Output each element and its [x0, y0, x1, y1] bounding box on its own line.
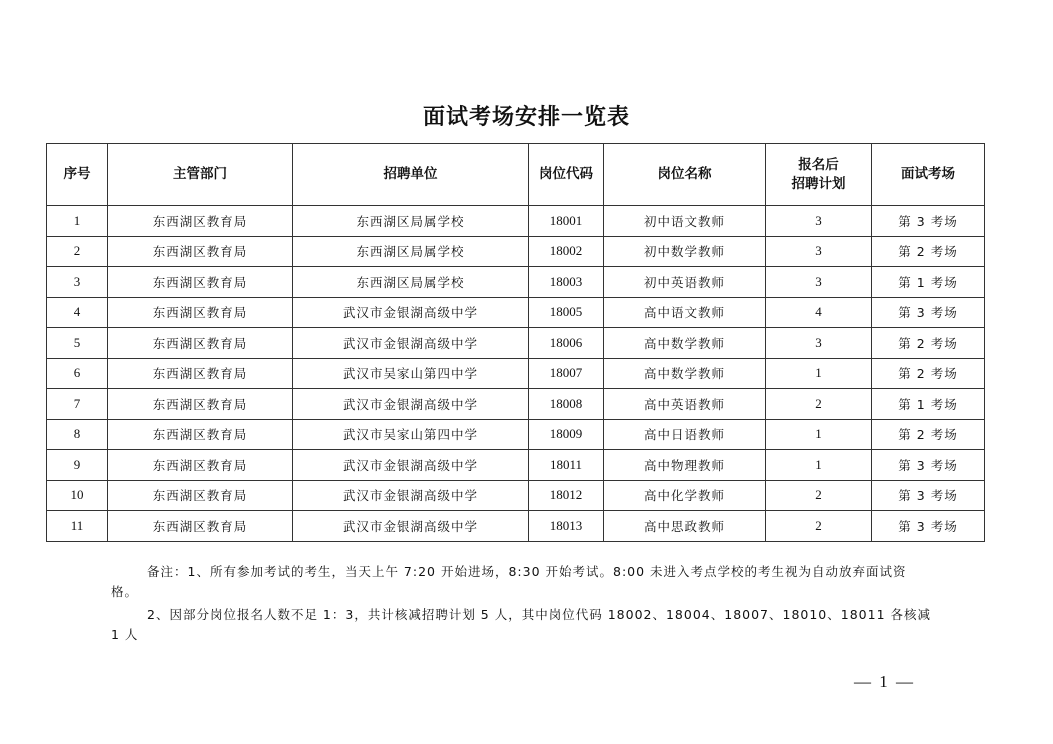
cell-room: 第 3 考场	[872, 511, 985, 542]
table-row	[47, 419, 985, 450]
table-body	[47, 206, 985, 542]
header-plan	[766, 144, 872, 206]
cell-code: 18005	[529, 297, 604, 328]
table-header-row	[47, 144, 985, 206]
cell-plan: 4	[766, 297, 872, 328]
cell-index: 9	[47, 450, 108, 481]
cell-code: 18001	[529, 206, 604, 237]
table-row	[47, 267, 985, 298]
cell-index: 10	[47, 480, 108, 511]
cell-plan: 3	[766, 267, 872, 298]
cell-code: 18009	[529, 419, 604, 450]
header-index: 序号	[47, 144, 108, 206]
header-room: 面试考场	[872, 144, 985, 206]
header-plan-line2: 招聘计划	[791, 175, 846, 192]
cell-position: 高中思政教师	[604, 511, 766, 542]
cell-department: 东西湖区教育局	[108, 358, 293, 389]
table-row	[47, 358, 985, 389]
cell-code: 18008	[529, 389, 604, 420]
cell-code: 18013	[529, 511, 604, 542]
cell-unit: 武汉市金银湖高级中学	[293, 389, 529, 420]
cell-department: 东西湖区教育局	[108, 419, 293, 450]
cell-plan: 2	[766, 511, 872, 542]
cell-department: 东西湖区教育局	[108, 267, 293, 298]
cell-room: 第 1 考场	[872, 389, 985, 420]
cell-unit: 武汉市吴家山第四中学	[293, 419, 529, 450]
cell-plan: 2	[766, 389, 872, 420]
cell-room: 第 2 考场	[872, 419, 985, 450]
cell-position: 初中英语教师	[604, 267, 766, 298]
header-code: 岗位代码	[529, 144, 604, 206]
cell-position: 高中英语教师	[604, 389, 766, 420]
cell-index: 4	[47, 297, 108, 328]
cell-plan: 3	[766, 328, 872, 359]
cell-unit: 东西湖区局属学校	[293, 206, 529, 237]
cell-index: 11	[47, 511, 108, 542]
cell-index: 1	[47, 206, 108, 237]
cell-department: 东西湖区教育局	[108, 328, 293, 359]
cell-index: 6	[47, 358, 108, 389]
cell-code: 18006	[529, 328, 604, 359]
cell-code: 18011	[529, 450, 604, 481]
note-1: 备注：1、所有参加考试的考生，当天上午 7:20 开始进场，8:30 开始考试。8:00 未进入考点学校的考生视为自动放弃面试资格。	[111, 564, 907, 599]
cell-unit: 东西湖区局属学校	[293, 267, 529, 298]
note-2: 2、因部分岗位报名人数不足 1：3，共计核减招聘计划 5 人，其中岗位代码 18002、18004、18007、18010、18011 各核减 1 人	[111, 607, 932, 642]
header-unit: 招聘单位	[293, 144, 529, 206]
cell-index: 2	[47, 236, 108, 267]
cell-index: 7	[47, 389, 108, 420]
cell-position: 高中数学教师	[604, 358, 766, 389]
header-department: 主管部门	[108, 144, 293, 206]
cell-unit: 武汉市金银湖高级中学	[293, 328, 529, 359]
table-row	[47, 206, 985, 237]
cell-code: 18012	[529, 480, 604, 511]
schedule-table	[46, 143, 985, 542]
cell-index: 5	[47, 328, 108, 359]
cell-plan: 1	[766, 358, 872, 389]
cell-plan: 1	[766, 419, 872, 450]
cell-department: 东西湖区教育局	[108, 511, 293, 542]
table-row	[47, 511, 985, 542]
cell-code: 18002	[529, 236, 604, 267]
cell-room: 第 3 考场	[872, 297, 985, 328]
cell-department: 东西湖区教育局	[108, 297, 293, 328]
cell-room: 第 3 考场	[872, 480, 985, 511]
cell-plan: 3	[766, 236, 872, 267]
table-row	[47, 450, 985, 481]
table-row	[47, 297, 985, 328]
notes	[111, 562, 931, 648]
cell-unit: 东西湖区局属学校	[293, 236, 529, 267]
cell-plan: 3	[766, 206, 872, 237]
cell-department: 东西湖区教育局	[108, 236, 293, 267]
cell-position: 高中数学教师	[604, 328, 766, 359]
cell-index: 3	[47, 267, 108, 298]
cell-position: 初中数学教师	[604, 236, 766, 267]
cell-room: 第 2 考场	[872, 328, 985, 359]
header-position: 岗位名称	[604, 144, 766, 206]
header-plan-line1: 报名后	[798, 156, 839, 173]
cell-plan: 2	[766, 480, 872, 511]
cell-department: 东西湖区教育局	[108, 206, 293, 237]
cell-room: 第 3 考场	[872, 450, 985, 481]
cell-code: 18007	[529, 358, 604, 389]
cell-department: 东西湖区教育局	[108, 389, 293, 420]
cell-position: 高中物理教师	[604, 450, 766, 481]
table-row	[47, 480, 985, 511]
page-title: 面试考场安排一览表	[422, 104, 630, 130]
cell-room: 第 2 考场	[872, 236, 985, 267]
table-row	[47, 389, 985, 420]
cell-code: 18003	[529, 267, 604, 298]
cell-unit: 武汉市金银湖高级中学	[293, 450, 529, 481]
cell-position: 高中语文教师	[604, 297, 766, 328]
cell-position: 初中语文教师	[604, 206, 766, 237]
cell-department: 东西湖区教育局	[108, 480, 293, 511]
page-number: — 1 —	[854, 672, 915, 691]
cell-position: 高中化学教师	[604, 480, 766, 511]
cell-unit: 武汉市吴家山第四中学	[293, 358, 529, 389]
cell-index: 8	[47, 419, 108, 450]
cell-position: 高中日语教师	[604, 419, 766, 450]
table-row	[47, 236, 985, 267]
cell-unit: 武汉市金银湖高级中学	[293, 511, 529, 542]
cell-department: 东西湖区教育局	[108, 450, 293, 481]
cell-unit: 武汉市金银湖高级中学	[293, 297, 529, 328]
cell-unit: 武汉市金银湖高级中学	[293, 480, 529, 511]
cell-room: 第 3 考场	[872, 206, 985, 237]
table-row	[47, 328, 985, 359]
cell-room: 第 2 考场	[872, 358, 985, 389]
cell-plan: 1	[766, 450, 872, 481]
cell-room: 第 1 考场	[872, 267, 985, 298]
